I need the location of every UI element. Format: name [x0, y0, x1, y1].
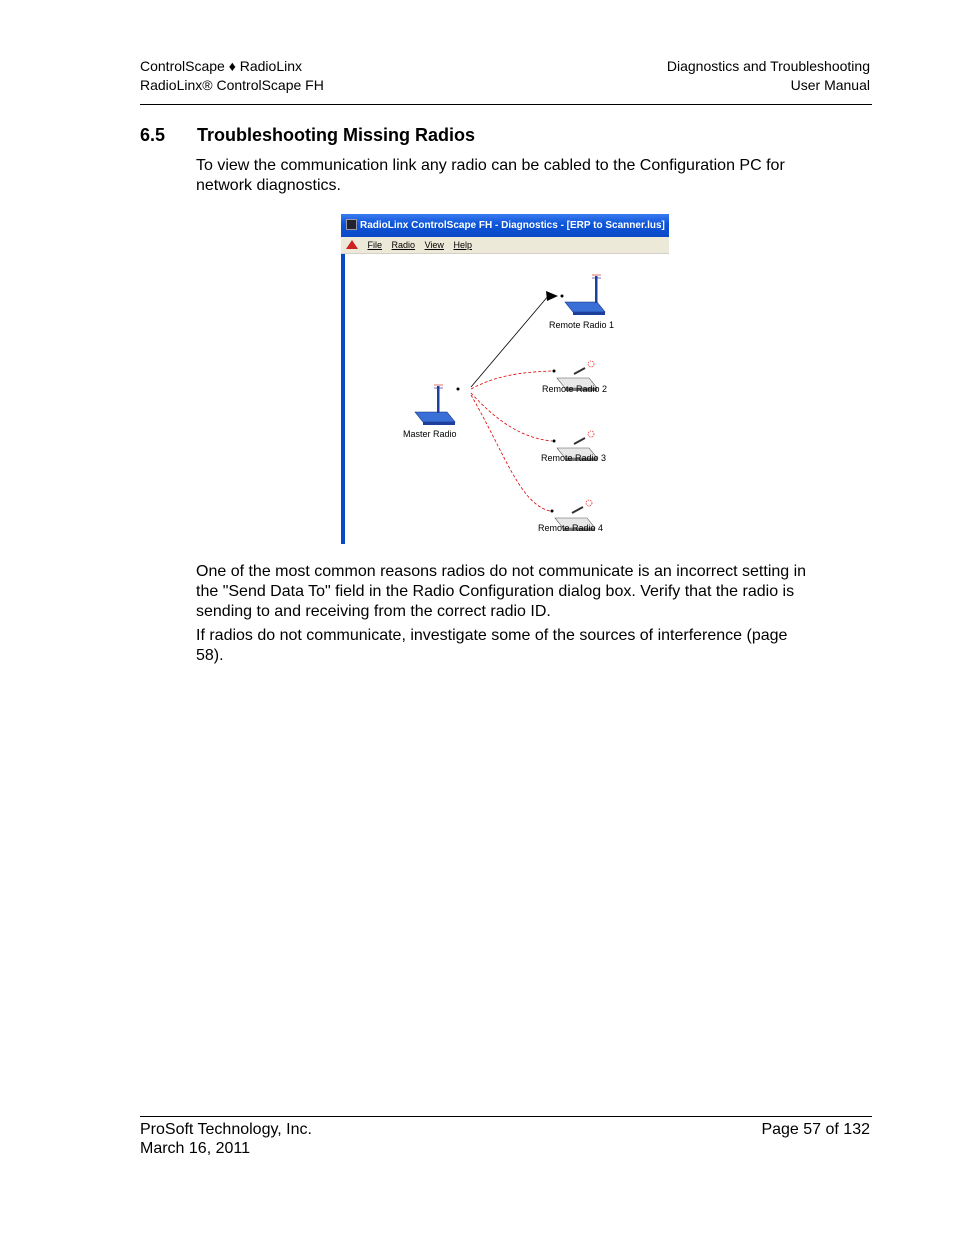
menu-help[interactable]: Help — [453, 240, 472, 250]
link-remote-2 — [471, 371, 552, 389]
window-title: RadioLinx ControlScape FH - Diagnostics - [ERP to Scanner.lus] — [360, 220, 665, 231]
menu-bar — [341, 237, 669, 254]
link-end-remote-4 — [551, 510, 554, 513]
master-radio-icon — [415, 385, 455, 425]
network-diagram — [345, 254, 669, 544]
network-diagram-svg — [345, 254, 669, 544]
footer-rule — [140, 1116, 872, 1117]
link-end-remote-1 — [561, 295, 564, 298]
page-number: Page 57 of 132 — [761, 1121, 870, 1138]
section-title: Troubleshooting Missing Radios — [197, 125, 476, 145]
app-icon — [346, 219, 357, 230]
interference-paragraph: If radios do not communicate, investigate some of the sources of interference (page 58). — [196, 627, 788, 664]
header-rule — [140, 104, 872, 105]
footer-company: ProSoft Technology, Inc. — [140, 1121, 312, 1138]
remote-radio-3-label: Remote Radio 3 — [541, 453, 607, 463]
running-footer-left — [140, 1120, 312, 1158]
header-chapter: Diagnostics and Troubleshooting — [666, 58, 870, 74]
diagnostics-screenshot — [341, 214, 669, 544]
footer-date: March 16, 2011 — [140, 1140, 250, 1157]
master-radio-label: Master Radio — [403, 429, 457, 439]
section-number: 6.5 — [140, 125, 166, 145]
link-remote-4 — [471, 395, 550, 511]
header-subproduct: RadioLinx® ControlScape FH — [140, 77, 324, 93]
master-port-dot — [457, 388, 460, 391]
remote-radio-1-icon — [565, 275, 605, 315]
link-end-remote-3 — [553, 440, 556, 443]
remote-radio-4-label: Remote Radio 4 — [538, 523, 604, 533]
link-arrow-remote-1 — [546, 291, 558, 301]
menu-radio[interactable]: Radio — [391, 240, 416, 250]
mdi-child-icon — [346, 240, 358, 249]
menu-file[interactable]: File — [367, 240, 383, 250]
reasons-paragraph: One of the most common reasons radios do not communicate is an incorrect setting in the "Send Data To" field in the Radio Configuration dialog box. Verify that the radio is sending to and receiving from the correct radio ID. — [196, 563, 807, 620]
running-header-left — [140, 57, 324, 95]
link-end-remote-2 — [553, 370, 556, 373]
window-titlebar — [341, 214, 669, 237]
link-remote-1 — [471, 295, 549, 387]
header-doc-type: User Manual — [790, 77, 870, 93]
intro-paragraph: To view the communication link any radio can be cabled to the Configuration PC for network diagnostics. — [196, 157, 785, 194]
remote-radio-2-label: Remote Radio 2 — [542, 384, 608, 394]
running-header-right — [667, 57, 870, 95]
menu-view[interactable]: View — [424, 240, 444, 250]
section-heading — [140, 125, 475, 146]
header-product: ControlScape ♦ RadioLinx — [140, 58, 303, 74]
remote-radio-1-label: Remote Radio 1 — [549, 320, 615, 330]
